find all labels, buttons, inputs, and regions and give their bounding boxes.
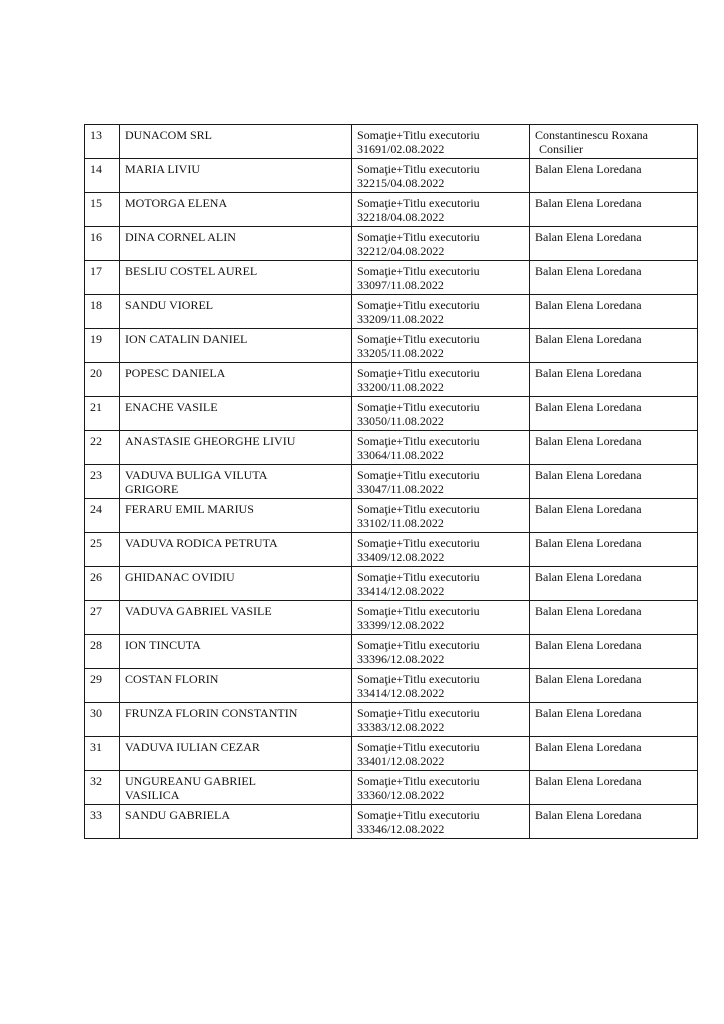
row-number: 20 xyxy=(85,363,120,397)
document-type: Somaţie+Titlu executoriu xyxy=(357,808,480,822)
document-type: Somaţie+Titlu executoriu xyxy=(357,502,480,516)
debtor-name: BESLIU COSTEL AUREL xyxy=(125,264,258,278)
responsible-name: Balan Elena Loredana xyxy=(535,604,642,618)
table-row xyxy=(85,227,698,261)
responsible-cell xyxy=(530,601,698,635)
table-row xyxy=(85,567,698,601)
document-type: Somaţie+Titlu executoriu xyxy=(357,332,480,346)
debtor-name: FRUNZA FLORIN CONSTANTIN xyxy=(125,706,298,720)
document-cell xyxy=(352,465,530,499)
responsible-cell xyxy=(530,431,698,465)
responsible-name: Balan Elena Loredana xyxy=(535,706,642,720)
debtor-name: DINA CORNEL ALIN xyxy=(125,230,236,244)
table-row xyxy=(85,465,698,499)
responsible-cell xyxy=(530,295,698,329)
table-row xyxy=(85,159,698,193)
row-number: 19 xyxy=(85,329,120,363)
responsible-cell xyxy=(530,499,698,533)
document-type: Somaţie+Titlu executoriu xyxy=(357,298,480,312)
responsible-name: Balan Elena Loredana xyxy=(535,264,642,278)
responsible-name: Constantinescu Roxana xyxy=(535,128,648,142)
document-reference: 33050/11.08.2022 xyxy=(357,414,444,428)
row-number: 16 xyxy=(85,227,120,261)
responsible-name: Balan Elena Loredana xyxy=(535,196,642,210)
document-type: Somaţie+Titlu executoriu xyxy=(357,536,480,550)
document-type: Somaţie+Titlu executoriu xyxy=(357,570,480,584)
responsible-name: Balan Elena Loredana xyxy=(535,434,642,448)
debtor-name-cell xyxy=(120,363,352,397)
debtor-name-cell xyxy=(120,261,352,295)
document-reference: 33209/11.08.2022 xyxy=(357,312,444,326)
debtor-name-cell xyxy=(120,669,352,703)
table-body xyxy=(85,125,698,839)
responsible-name: Balan Elena Loredana xyxy=(535,502,642,516)
debtor-name: ION CATALIN DANIEL xyxy=(125,332,248,346)
document-type: Somaţie+Titlu executoriu xyxy=(357,128,480,142)
document-cell xyxy=(352,703,530,737)
document-cell xyxy=(352,363,530,397)
document-cell xyxy=(352,567,530,601)
document-type: Somaţie+Titlu executoriu xyxy=(357,162,480,176)
responsible-role: Consilier xyxy=(539,142,583,156)
debtor-name-cell xyxy=(120,737,352,771)
document-reference: 33401/12.08.2022 xyxy=(357,754,445,768)
row-number: 13 xyxy=(85,125,120,159)
responsible-name: Balan Elena Loredana xyxy=(535,570,642,584)
row-number: 25 xyxy=(85,533,120,567)
document-reference: 33064/11.08.2022 xyxy=(357,448,444,462)
responsible-cell xyxy=(530,465,698,499)
document-reference: 33396/12.08.2022 xyxy=(357,652,445,666)
debtor-name-cell xyxy=(120,567,352,601)
document-cell xyxy=(352,227,530,261)
table-row xyxy=(85,397,698,431)
table-row xyxy=(85,329,698,363)
row-number: 17 xyxy=(85,261,120,295)
debtor-name-line2: GRIGORE xyxy=(125,482,179,496)
debtor-name: VADUVA BULIGA VILUTA xyxy=(125,468,268,482)
table-row xyxy=(85,261,698,295)
debtor-name: VADUVA RODICA PETRUTA xyxy=(125,536,278,550)
table-row xyxy=(85,499,698,533)
document-type: Somaţie+Titlu executoriu xyxy=(357,400,480,414)
document-type: Somaţie+Titlu executoriu xyxy=(357,740,480,754)
table-row xyxy=(85,737,698,771)
document-cell xyxy=(352,125,530,159)
table-row xyxy=(85,125,698,159)
debtors-table xyxy=(84,124,698,839)
debtor-name: GHIDANAC OVIDIU xyxy=(125,570,235,584)
responsible-name: Balan Elena Loredana xyxy=(535,366,642,380)
debtor-name-cell xyxy=(120,771,352,805)
document-type: Somaţie+Titlu executoriu xyxy=(357,672,480,686)
row-number: 21 xyxy=(85,397,120,431)
row-number: 14 xyxy=(85,159,120,193)
responsible-cell xyxy=(530,737,698,771)
document-reference: 33383/12.08.2022 xyxy=(357,720,445,734)
responsible-name: Balan Elena Loredana xyxy=(535,332,642,346)
document-reference: 33047/11.08.2022 xyxy=(357,482,444,496)
debtor-name: UNGUREANU GABRIEL xyxy=(125,774,256,788)
table-row xyxy=(85,363,698,397)
document-cell xyxy=(352,771,530,805)
row-number: 23 xyxy=(85,465,120,499)
debtor-name: DUNACOM SRL xyxy=(125,128,213,142)
debtor-name-cell xyxy=(120,601,352,635)
responsible-cell xyxy=(530,703,698,737)
document-cell xyxy=(352,601,530,635)
responsible-cell xyxy=(530,397,698,431)
document-type: Somaţie+Titlu executoriu xyxy=(357,264,480,278)
debtor-name: POPESC DANIELA xyxy=(125,366,226,380)
responsible-cell xyxy=(530,635,698,669)
responsible-cell xyxy=(530,771,698,805)
document-type: Somaţie+Titlu executoriu xyxy=(357,434,480,448)
debtor-name: ANASTASIE GHEORGHE LIVIU xyxy=(125,434,296,448)
debtor-name-cell xyxy=(120,635,352,669)
responsible-name: Balan Elena Loredana xyxy=(535,230,642,244)
document-reference: 33205/11.08.2022 xyxy=(357,346,444,360)
debtor-name-cell xyxy=(120,703,352,737)
debtor-name-line2: VASILICA xyxy=(125,788,180,802)
document-reference: 33414/12.08.2022 xyxy=(357,686,445,700)
document-reference: 33102/11.08.2022 xyxy=(357,516,444,530)
document-cell xyxy=(352,193,530,227)
debtor-name: SANDU VIOREL xyxy=(125,298,214,312)
responsible-name: Balan Elena Loredana xyxy=(535,536,642,550)
debtor-name: MOTORGA ELENA xyxy=(125,196,228,210)
document-cell xyxy=(352,805,530,839)
debtor-name-cell xyxy=(120,329,352,363)
document-reference: 33409/12.08.2022 xyxy=(357,550,445,564)
debtor-name: COSTAN FLORIN xyxy=(125,672,219,686)
responsible-name: Balan Elena Loredana xyxy=(535,638,642,652)
debtor-name: VADUVA IULIAN CEZAR xyxy=(125,740,260,754)
responsible-name: Balan Elena Loredana xyxy=(535,740,642,754)
document-cell xyxy=(352,737,530,771)
responsible-cell xyxy=(530,261,698,295)
responsible-name: Balan Elena Loredana xyxy=(535,468,642,482)
document-reference: 33414/12.08.2022 xyxy=(357,584,445,598)
debtor-name-cell xyxy=(120,125,352,159)
document-type: Somaţie+Titlu executoriu xyxy=(357,604,480,618)
responsible-cell xyxy=(530,567,698,601)
responsible-cell xyxy=(530,805,698,839)
table-row xyxy=(85,805,698,839)
responsible-name: Balan Elena Loredana xyxy=(535,298,642,312)
row-number: 24 xyxy=(85,499,120,533)
document-reference: 32215/04.08.2022 xyxy=(357,176,445,190)
document-cell xyxy=(352,159,530,193)
document-cell xyxy=(352,669,530,703)
responsible-cell xyxy=(530,227,698,261)
document-cell xyxy=(352,635,530,669)
row-number: 26 xyxy=(85,567,120,601)
debtor-name-cell xyxy=(120,295,352,329)
responsible-cell xyxy=(530,533,698,567)
document-reference: 33360/12.08.2022 xyxy=(357,788,445,802)
debtor-name-cell xyxy=(120,227,352,261)
table-row xyxy=(85,533,698,567)
document-cell xyxy=(352,499,530,533)
debtor-name-cell xyxy=(120,499,352,533)
document-cell xyxy=(352,397,530,431)
row-number: 30 xyxy=(85,703,120,737)
row-number: 32 xyxy=(85,771,120,805)
table-row xyxy=(85,193,698,227)
table-row xyxy=(85,635,698,669)
responsible-cell xyxy=(530,159,698,193)
responsible-cell xyxy=(530,193,698,227)
responsible-name: Balan Elena Loredana xyxy=(535,162,642,176)
debtor-name-cell xyxy=(120,431,352,465)
table-row xyxy=(85,601,698,635)
responsible-cell xyxy=(530,329,698,363)
document-type: Somaţie+Titlu executoriu xyxy=(357,366,480,380)
table-row xyxy=(85,669,698,703)
document-reference: 33346/12.08.2022 xyxy=(357,822,445,836)
debtor-name: ENACHE VASILE xyxy=(125,400,218,414)
debtor-name-cell xyxy=(120,805,352,839)
debtor-name: FERARU EMIL MARIUS xyxy=(125,502,254,516)
document-cell xyxy=(352,329,530,363)
debtor-name: ION TINCUTA xyxy=(125,638,201,652)
row-number: 27 xyxy=(85,601,120,635)
row-number: 29 xyxy=(85,669,120,703)
document-cell xyxy=(352,431,530,465)
document-reference: 32218/04.08.2022 xyxy=(357,210,445,224)
responsible-name: Balan Elena Loredana xyxy=(535,672,642,686)
debtor-name-cell xyxy=(120,159,352,193)
debtor-name: SANDU GABRIELA xyxy=(125,808,230,822)
responsible-cell xyxy=(530,669,698,703)
document-cell xyxy=(352,261,530,295)
document-type: Somaţie+Titlu executoriu xyxy=(357,706,480,720)
document-type: Somaţie+Titlu executoriu xyxy=(357,774,480,788)
debtor-name: VADUVA GABRIEL VASILE xyxy=(125,604,272,618)
responsible-cell xyxy=(530,125,698,159)
table-row xyxy=(85,295,698,329)
table-row xyxy=(85,431,698,465)
document-reference: 31691/02.08.2022 xyxy=(357,142,445,156)
row-number: 31 xyxy=(85,737,120,771)
table-row xyxy=(85,771,698,805)
row-number: 22 xyxy=(85,431,120,465)
debtor-name-cell xyxy=(120,193,352,227)
responsible-name: Balan Elena Loredana xyxy=(535,808,642,822)
responsible-cell xyxy=(530,363,698,397)
table-row xyxy=(85,703,698,737)
debtor-name-cell xyxy=(120,397,352,431)
document-cell xyxy=(352,295,530,329)
row-number: 15 xyxy=(85,193,120,227)
document-reference: 33399/12.08.2022 xyxy=(357,618,445,632)
document-reference: 33200/11.08.2022 xyxy=(357,380,444,394)
responsible-name: Balan Elena Loredana xyxy=(535,400,642,414)
document-type: Somaţie+Titlu executoriu xyxy=(357,230,480,244)
debtor-name-cell xyxy=(120,465,352,499)
row-number: 28 xyxy=(85,635,120,669)
document-type: Somaţie+Titlu executoriu xyxy=(357,196,480,210)
debtor-name: MARIA LIVIU xyxy=(125,162,200,176)
document-cell xyxy=(352,533,530,567)
document-reference: 32212/04.08.2022 xyxy=(357,244,445,258)
row-number: 33 xyxy=(85,805,120,839)
document-type: Somaţie+Titlu executoriu xyxy=(357,638,480,652)
debtor-name-cell xyxy=(120,533,352,567)
responsible-name: Balan Elena Loredana xyxy=(535,774,642,788)
row-number: 18 xyxy=(85,295,120,329)
document-reference: 33097/11.08.2022 xyxy=(357,278,444,292)
document-type: Somaţie+Titlu executoriu xyxy=(357,468,480,482)
